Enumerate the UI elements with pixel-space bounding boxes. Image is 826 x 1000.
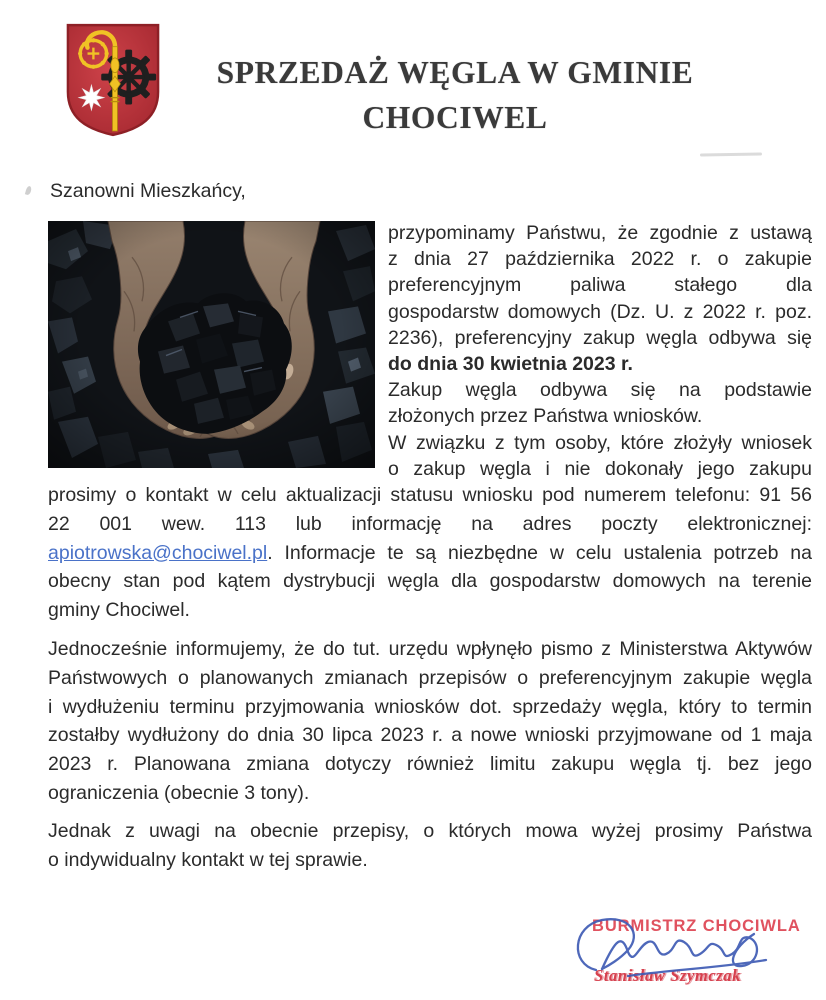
text-line bbox=[388, 299, 812, 325]
text-line bbox=[48, 664, 812, 693]
text-span: . Informacje te są niezbędne w celu ustalenia potrzeb na bbox=[267, 541, 812, 564]
text-span: W związku z tym osoby, które złożyły wniosek bbox=[388, 431, 812, 454]
scan-artifact-mark bbox=[25, 185, 32, 195]
text-line bbox=[48, 635, 812, 664]
scan-artifact-line bbox=[700, 152, 762, 156]
text-span: 2236), preferencyjny zakup węgla odbywa się bbox=[388, 326, 812, 349]
greeting-text: Szanowni Mieszkańcy, bbox=[50, 180, 246, 202]
text-line bbox=[48, 817, 812, 846]
text-span: gminy Chociwel. bbox=[48, 599, 190, 622]
text-span: obecny stan pod kątem dystrybucji węgla dla gospodarstw domowych na terenie bbox=[48, 570, 812, 593]
text-line bbox=[48, 721, 812, 750]
paragraph-contact bbox=[48, 481, 812, 625]
text-line bbox=[388, 272, 812, 298]
email-link[interactable]: apiotrowska@chociwel.pl bbox=[48, 541, 268, 564]
mayor-stamp-title: BURMISTRZ CHOCIWLA bbox=[592, 917, 801, 935]
text-line bbox=[48, 750, 812, 779]
handwritten-signature bbox=[568, 908, 778, 996]
text-span: Jednak z uwagi na obecnie przepisy, o których mowa wyżej prosimy Państwa bbox=[48, 820, 812, 842]
hands-holding-coal-photo bbox=[48, 221, 375, 468]
text-line bbox=[388, 351, 812, 377]
title-line-1: SPRZEDAŻ WĘGLA W GMINIE bbox=[216, 55, 694, 90]
text-line bbox=[48, 481, 812, 510]
paragraph-closing bbox=[48, 817, 812, 875]
text-line bbox=[388, 246, 812, 272]
text-line bbox=[48, 846, 812, 875]
text-span: Państwowych o planowanych zmianach przepisów o preferencyjnym zakupie węgla bbox=[48, 666, 812, 689]
text-span: o zakup węgla i nie dokonały jego zakupu bbox=[388, 457, 812, 480]
text-span: Zakup węgla odbywa się na podstawie bbox=[388, 379, 812, 402]
text-span: ograniczenia (obecnie 3 tony). bbox=[48, 781, 310, 804]
text-line bbox=[48, 693, 812, 722]
text-span: i wydłużeniu terminu przyjmowania wniosków dot. sprzedaży węgla, który to termin bbox=[48, 695, 812, 718]
text-span: o indywidualny kontakt w tej sprawie. bbox=[48, 848, 368, 871]
intro-text-column bbox=[388, 220, 812, 482]
text-line bbox=[388, 403, 812, 429]
text-span: do dnia 30 kwietnia 2023 r. bbox=[388, 353, 633, 376]
text-line bbox=[48, 539, 812, 568]
text-span: preferencyjnym paliwa stałego dla bbox=[388, 274, 812, 297]
paragraph-ministry bbox=[48, 635, 812, 808]
text-span: z dnia 27 października 2022 r. o zakupie bbox=[388, 248, 812, 271]
text-span: 2023 r. Planowana zmiana dotyczy również limitu zakupu węgla tj. bez jego bbox=[48, 753, 812, 776]
text-span: prosimy o kontakt w celu aktualizacji statusu wniosku pod numerem telefonu: 91 56 bbox=[48, 484, 812, 506]
text-line bbox=[388, 220, 812, 246]
text-line bbox=[48, 596, 812, 625]
signer-name: Stanisław Szymczak bbox=[594, 966, 741, 985]
page-title bbox=[130, 50, 780, 140]
text-span: przypominamy Państwu, że zgodnie z ustawą bbox=[388, 222, 812, 244]
text-line bbox=[388, 430, 812, 456]
text-span: gospodarstw domowych (Dz. U. z 2022 r. poz. bbox=[388, 300, 812, 323]
text-span: złożonych przez Państwa wniosków. bbox=[388, 405, 703, 428]
text-line bbox=[48, 779, 812, 808]
text-line bbox=[48, 510, 812, 539]
text-line bbox=[388, 325, 812, 351]
text-span: zostałby wydłużony do dnia 30 lipca 2023 r. a nowe wnioski przyjmowane od 1 maja bbox=[48, 724, 812, 747]
text-line bbox=[388, 456, 812, 482]
text-line bbox=[388, 377, 812, 403]
text-span: 22 001 wew. 113 lub informację na adres poczty elektronicznej: bbox=[48, 512, 812, 535]
title-line-2: CHOCIWEL bbox=[362, 100, 548, 135]
text-span: Jednocześnie informujemy, że do tut. urzędu wpłynęło pismo z Ministerstwa Aktywów bbox=[48, 638, 812, 660]
star-icon bbox=[79, 85, 104, 110]
text-line bbox=[48, 567, 812, 596]
